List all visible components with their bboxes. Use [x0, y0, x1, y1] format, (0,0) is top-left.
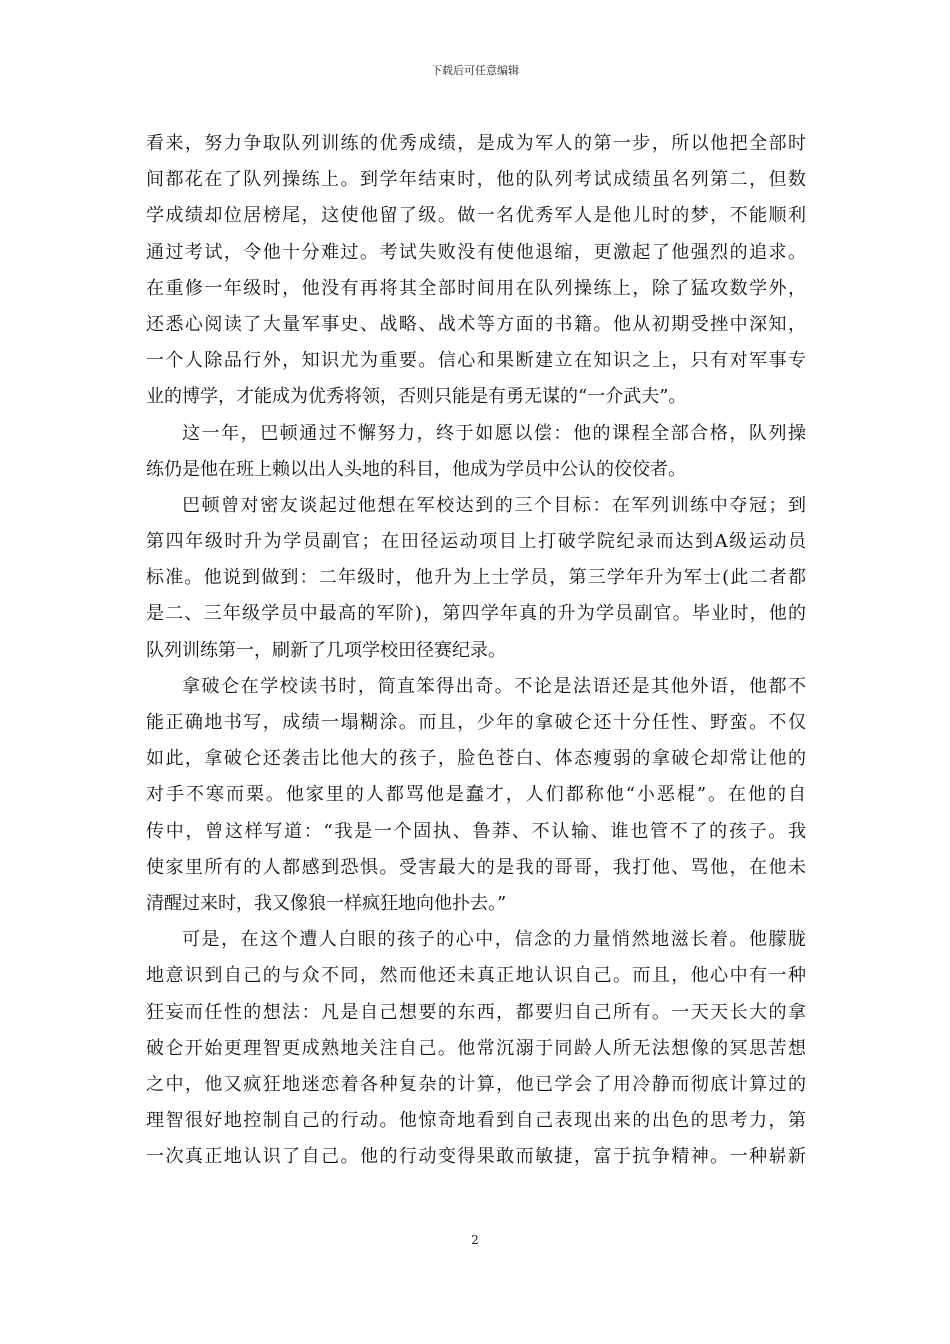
text-line: 业的博学，才能成为优秀将领，否则只能是有勇无谋的“一介武夫”。	[146, 386, 687, 408]
text-line: 练仍是他在班上赖以出人头地的科目，他成为学员中公认的佼佼者。	[146, 458, 686, 480]
text-line: 在重修一年级时，他没有再将其全部时间用在队列操练上，除了猛攻数学外，	[146, 277, 806, 299]
text-line: 如此，拿破仑还袭击比他大的孩子，脸色苍白、体态瘦弱的拿破仑却常让他的	[146, 748, 806, 770]
text-line: 传中，曾这样写道：“我是一个固执、鲁莽、不认输、谁也管不了的孩子。我	[146, 820, 806, 842]
page-header: 下载后可任意编辑	[431, 64, 519, 77]
text-line: 使家里所有的人都感到恐惧。受害最大的是我的哥哥，我打他、骂他，在他未	[146, 856, 806, 878]
body-text	[146, 126, 806, 1175]
text-line: 学成绩却位居榜尾，这使他留了级。做一名优秀军人是他儿时的梦，不能顺利	[146, 205, 806, 227]
text-line: 一次真正地认识了自己。他的行动变得果敢而敏捷，富于抗争精神。一种崭新	[146, 1146, 806, 1168]
text-line: 第四年级时升为学员副官；在田径运动项目上打破学院纪录而达到A级运动员	[146, 531, 806, 553]
text-line: 通过考试，令他十分难过。考试失败没有使他退缩，更激起了他强烈的追求。	[146, 241, 806, 263]
text-line: 还悉心阅读了大量军事史、战略、战术等方面的书籍。他从初期受挫中深知，	[146, 313, 806, 335]
text-line: 巴顿曾对密友谈起过他想在军校达到的三个目标：在军列训练中夺冠；到	[182, 494, 806, 516]
text-line: 理智很好地控制自己的行动。他惊奇地看到自己表现出来的出色的思考力，第	[146, 1110, 806, 1132]
text-line: 拿破仑在学校读书时，简直笨得出奇。不论是法语还是其他外语，他都不	[182, 675, 806, 697]
text-line: 可是，在这个遭人白眼的孩子的心中，信念的力量悄然地滋长着。他朦胧	[182, 929, 806, 951]
text-line: 狂妄而任性的想法：凡是自己想要的东西，都要归自己所有。一天天长大的拿	[146, 1001, 806, 1023]
text-line: 清醒过来时，我又像狼一样疯狂地向他扑去。”	[146, 892, 507, 914]
text-line: 一个人除品行外，知识尤为重要。信心和果断建立在知识之上，只有对军事专	[146, 350, 806, 372]
text-line: 对手不寒而栗。他家里的人都骂他是蠢才，人们都称他“小恶棍”。在他的自	[146, 784, 806, 806]
text-line: 队列训练第一，刷新了几项学校田径赛纪录。	[146, 639, 506, 661]
text-line: 破仑开始更理智更成熟地关注自己。他常沉溺于同龄人所无法想像的冥思苦想	[146, 1037, 806, 1059]
text-line: 能正确地书写，成绩一塌糊涂。而且，少年的拿破仑还十分任性、野蛮。不仅	[146, 712, 806, 733]
page-number: 2	[471, 1233, 479, 1247]
text-line: 之中，他又疯狂地迷恋着各种复杂的计算，他已学会了用冷静而彻底计算过的	[146, 1073, 806, 1095]
text-line: 标准。他说到做到：二年级时，他升为上士学员，第三学年升为军士(此二者都	[146, 567, 806, 589]
text-line: 间都花在了队列操练上。到学年结束时，他的队列考试成绩虽名列第二，但数	[146, 169, 806, 191]
text-line: 这一年，巴顿通过不懈努力，终于如愿以偿：他的课程全部合格，队列操	[182, 422, 806, 444]
text-line: 看来，努力争取队列训练的优秀成绩，是成为军人的第一步，所以他把全部时	[146, 133, 806, 154]
text-line: 是二、三年级学员中最高的军阶)，第四学年真的升为学员副官。毕业时，他的	[146, 603, 806, 625]
text-line: 地意识到自己的与众不同，然而他还未真正地认识自己。而且，他心中有一种	[146, 965, 806, 987]
